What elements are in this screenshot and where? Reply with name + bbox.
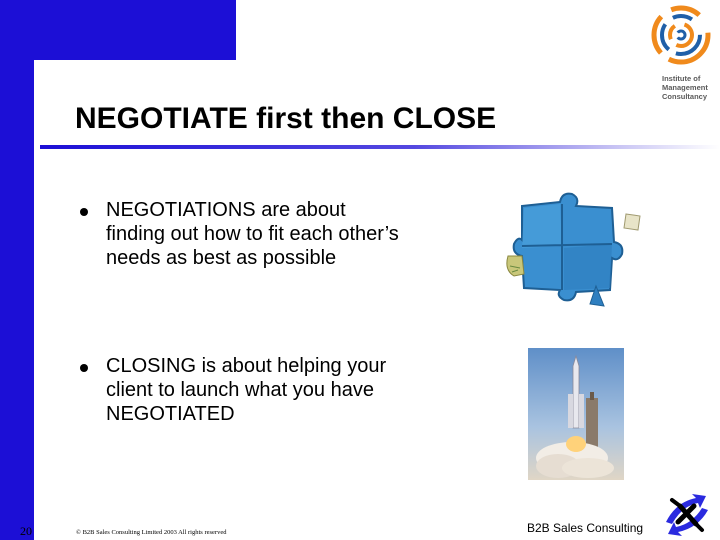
- footer-brand: B2B Sales Consulting: [527, 521, 644, 535]
- jigsaw-puzzle-image: [500, 186, 650, 310]
- b2b-logo-icon: [662, 492, 712, 538]
- slide-number: 20: [20, 524, 32, 538]
- imc-logo-icon: [650, 4, 712, 66]
- left-blue-bar: [0, 0, 34, 540]
- bullet-icon: [80, 208, 88, 216]
- logo-line: Institute of: [662, 74, 701, 83]
- copyright-text: © B2B Sales Consulting Limited 2003 All rights reserved: [76, 529, 227, 536]
- imc-logo-text: [662, 74, 718, 101]
- bullet-icon: [80, 364, 88, 372]
- rocket-launch-image: [528, 348, 624, 480]
- title-underline: [40, 145, 720, 149]
- slide-title: NEGOTIATE first then CLOSE: [75, 102, 497, 135]
- bullet-text-negotiations: NEGOTIATIONS are about finding out how to fit each other’s needs as best as possible: [106, 199, 399, 269]
- logo-line: Management: [662, 83, 708, 92]
- bullet-text-closing: CLOSING is about helping your client to launch what you have NEGOTIATED: [106, 355, 387, 425]
- header-blue-block: [0, 0, 236, 60]
- logo-line: Consultancy: [662, 92, 708, 101]
